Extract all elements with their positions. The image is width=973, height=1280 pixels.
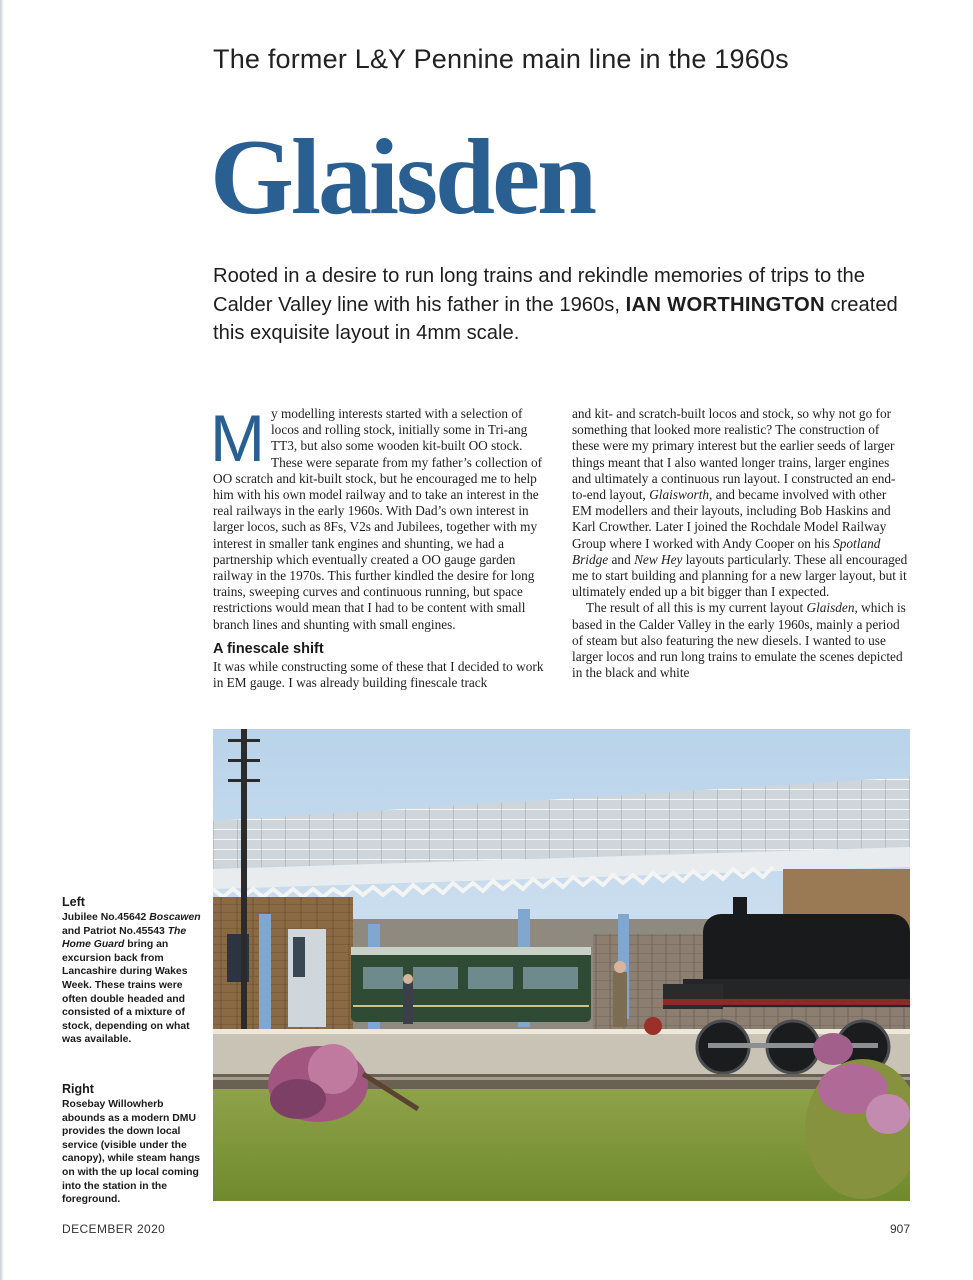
caption-heading: Right bbox=[62, 1082, 94, 1096]
paragraph-text: y modelling interests started with a selection of locos and rolling stock, initially some in Tri-ang TT3, but also some wooden kit-built OO stock. These were separate from my father’s collection of OO scratch and kit-built stock, but he encouraged me to help him with his own model railway and to take an interest in the real railways in the early 1960s. With Dad’s own interest in larger locos, such as 8Fs, V2s and Jubilees, together with my interest in smaller tank engines and shunting, we had a partnership which eventually created a OO gauge garden railway in the 1970s. This further kindled the desire for long trains, sweeping curves and continuous running, but space restrictions would mean that I had to be content with small branch lines and shunting with small engines. bbox=[213, 406, 543, 632]
caption-text-part: Jubilee No.45642 bbox=[62, 912, 150, 923]
layout-name: Spotland Bridge bbox=[572, 535, 881, 567]
drop-cap: M bbox=[210, 401, 265, 475]
body-column-2 bbox=[572, 406, 909, 681]
layout-name: New Hey bbox=[634, 551, 683, 567]
layout-name: Glaisden bbox=[806, 600, 855, 616]
paragraph-text: and kit- and scratch-built locos and stock, so why not go for something that looked more realistic? The construction of these were my primary interest but the earlier seeds of larger things meant that I also wanted longer trains, larger engines and ultimately a continuous run layout. I constructed an end-to-end layout, bbox=[572, 406, 896, 503]
page-edge bbox=[0, 0, 4, 1280]
caption-text bbox=[62, 911, 202, 1047]
loco-name: Boscawen bbox=[149, 912, 201, 923]
kicker: The former L&Y Pennine main line in the 1960s bbox=[213, 44, 789, 74]
standfirst bbox=[213, 262, 913, 348]
footer-date: DECEMBER 2020 bbox=[62, 1222, 166, 1236]
body-column-1 bbox=[210, 401, 550, 691]
paragraph-text: The result of all this is my current layout bbox=[586, 600, 807, 616]
body-paragraph: It was while constructing some of these that I decided to work in EM gauge. I was already building finescale track bbox=[213, 659, 544, 691]
caption-heading: Left bbox=[62, 895, 85, 909]
body-paragraph bbox=[572, 600, 909, 681]
headline: Glaisden bbox=[210, 118, 595, 237]
body-paragraph bbox=[210, 401, 550, 633]
station-scene-illustration bbox=[213, 729, 910, 1201]
caption-left bbox=[62, 895, 202, 1047]
caption-text: Rosebay Willowherb abounds as a modern DMU provides the down local service (visible under the canopy), while steam hangs on with the up local coming into the station in the foreground. bbox=[62, 1099, 201, 1206]
layout-photo bbox=[213, 729, 910, 1201]
subheading: A finescale shift bbox=[213, 640, 324, 657]
layout-name: Glaisworth bbox=[649, 487, 710, 503]
paragraph-text: , which is based in the Calder Valley in the early 1960s, mainly a period of steam but also featuring the new diesels. I wanted to use larger locos and run long trains to emulate the scenes depicted in the black and white bbox=[572, 600, 906, 681]
paragraph-text: , and became involved with other EM modellers and their layouts, including Bob Haskins and Karl Crowther. Later I joined the Rochdale Model Railway Group where I worked with Andy Cooper on his bbox=[572, 487, 891, 551]
caption-right bbox=[62, 1082, 202, 1207]
caption-text-part: and Patriot No.45543 bbox=[62, 925, 168, 937]
page-number: 907 bbox=[889, 1222, 910, 1236]
caption-text-part: bring an excursion back from Lancashire during Wakes Week. These trains were often double headed and consisted of a mixture of stock, depending on what was available. bbox=[62, 939, 190, 1046]
author-name: IAN WORTHINGTON bbox=[625, 293, 825, 316]
body-paragraph bbox=[572, 406, 909, 600]
loco-name: The Home Guard bbox=[62, 925, 187, 951]
standfirst-text-end: created this exquisite layout in 4mm scale. bbox=[213, 293, 898, 344]
paragraph-text: and bbox=[608, 551, 635, 567]
standfirst-text: Rooted in a desire to run long trains and rekindle memories of trips to the Calder Valley line with his father in the 1960s, bbox=[213, 265, 865, 316]
paragraph-text: layouts particularly. These all encouraged me to start building and planning for a new larger layout, but it ultimately ended up a bit bigger than I expected. bbox=[572, 551, 908, 600]
